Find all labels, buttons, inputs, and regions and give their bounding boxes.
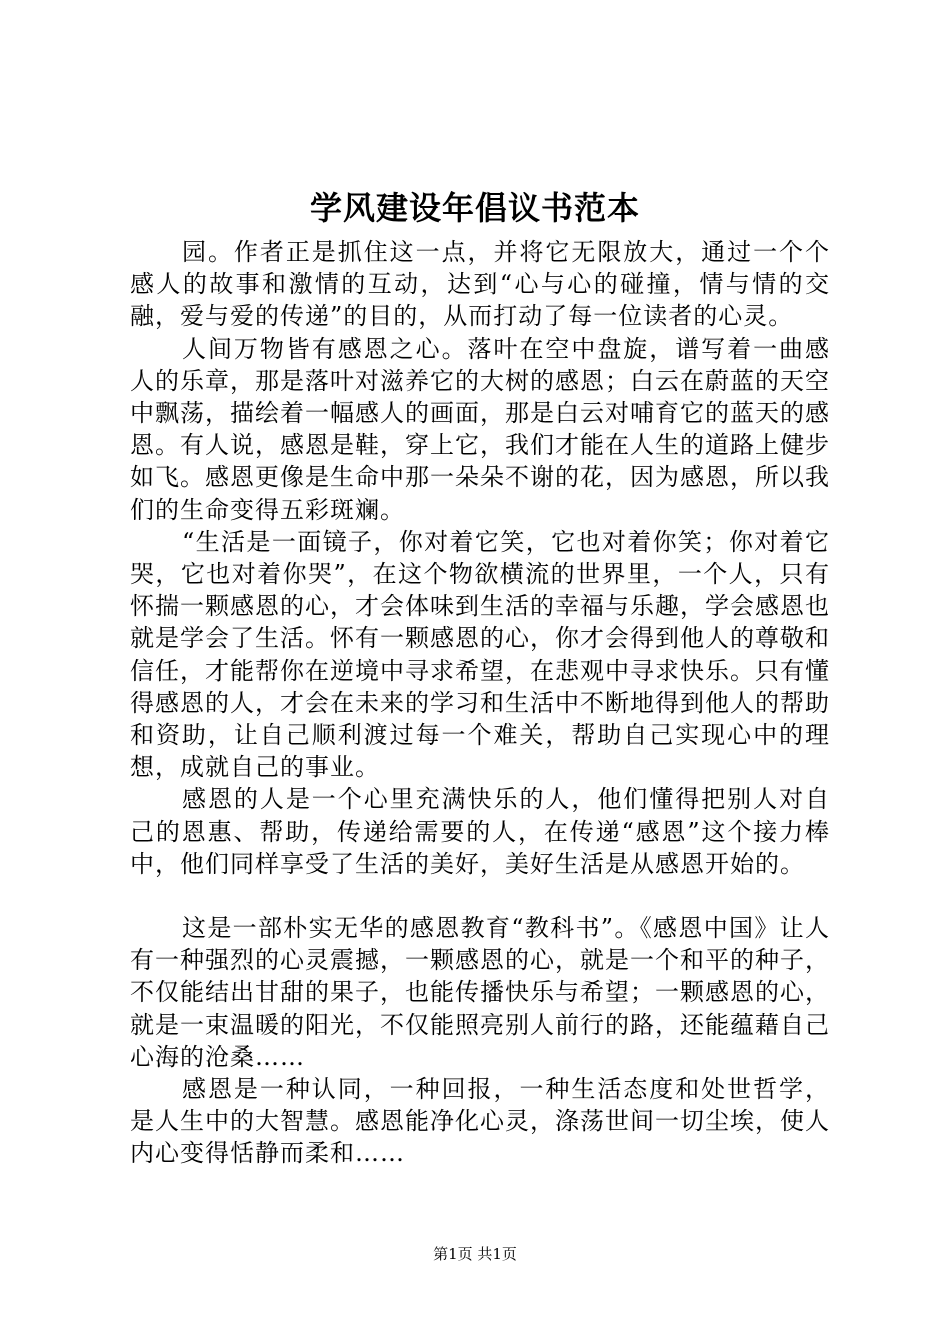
page-footer: 第1页 共1页: [433, 1245, 517, 1263]
document-title: 学风建设年倡议书范本: [309, 189, 640, 227]
paragraph-6: 感恩是一种认同，一种回报，一种生活态度和处世哲学，是人生中的大智慧。感恩能净化心灵，涤荡世间一切尘埃，使人内心变得恬静而柔和……: [130, 1075, 830, 1168]
paragraph-1: 园。作者正是抓住这一点，并将它无限放大，通过一个个感人的故事和激情的互动，达到“心与心的碰撞，情与情的交融，爱与爱的传递”的目的，从而打动了每一位读者的心灵。: [130, 238, 830, 331]
paragraph-2: 人间万物皆有感恩之心。落叶在空中盘旋，谱写着一曲感人的乐章，那是落叶对滋养它的大树的感恩；白云在蔚蓝的天空中飘荡，描绘着一幅感人的画面，那是白云对哺育它的蓝天的感恩。有人说，感恩是鞋，穿上它，我们才能在人生的道路上健步如飞。感恩更像是生命中那一朵朵不谢的花，因为感恩，所以我们的生命变得五彩斑斓。: [130, 334, 830, 524]
paragraph-3: “生活是一面镜子，你对着它笑，它也对着你笑；你对着它哭，它也对着你哭”，在这个物欲横流的世界里，一个人，只有怀揣一颗感恩的心，才会体味到生活的幸福与乐趣，学会感恩也就是学会了生活。怀有一颗感恩的心，你才会得到他人的尊敬和信任，才能帮你在逆境中寻求希望，在悲观中寻求快乐。只有懂得感恩的人，才会在未来的学习和生活中不断地得到他人的帮助和资助，让自己顺利渡过每一个难关，帮助自己实现心中的理想，成就自己的事业。: [130, 527, 830, 782]
paragraph-4: 感恩的人是一个心里充满快乐的人，他们懂得把别人对自己的恩惠、帮助，传递给需要的人，在传递“感恩”这个接力棒中，他们同样享受了生活的美好，美好生活是从感恩开始的。: [130, 785, 830, 878]
paragraph-5: 这是一部朴实无华的感恩教育“教科书”。《感恩中国》让人有一种强烈的心灵震撼，一颗感恩的心，就是一个和平的种子，不仅能结出甘甜的果子，也能传播快乐与希望；一颗感恩的心，就是一束温暖的阳光，不仅能照亮别人前行的路，还能蕴藉自己心海的沧桑……: [130, 914, 830, 1071]
document-body: [130, 236, 830, 1170]
